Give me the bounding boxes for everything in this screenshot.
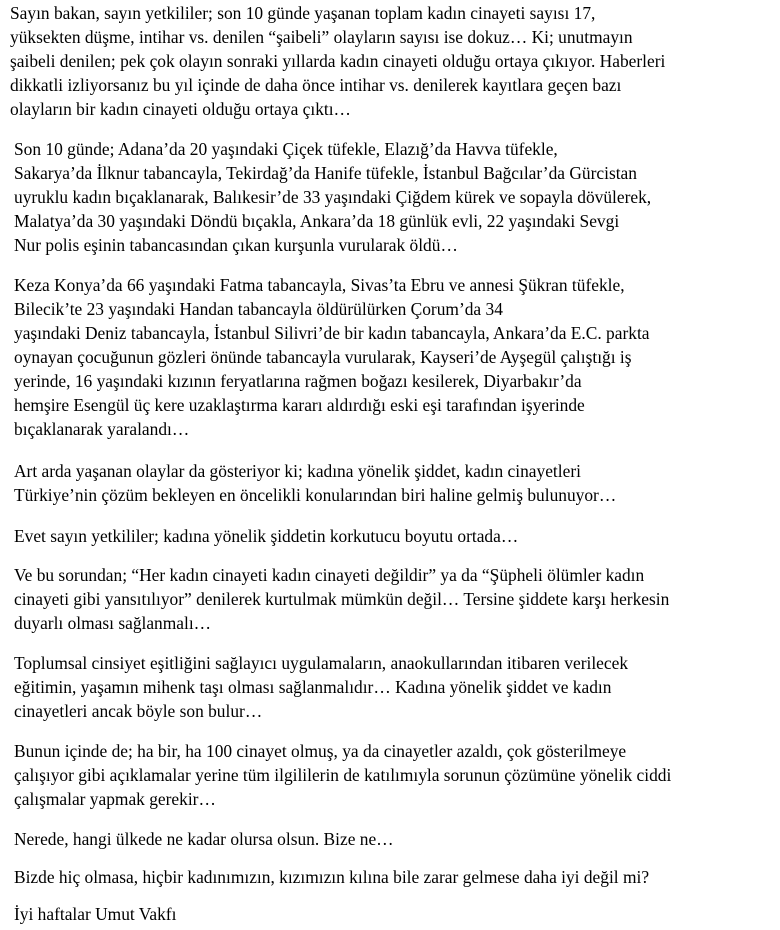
text-line: Bizde hiç olmasa, hiçbir kadınımızın, kızımızın kılına bile zarar gelmese daha iyi değil mi? (14, 867, 650, 887)
text-line: Evet sayın yetkililer; kadına yönelik şiddetin korkutucu boyutu ortada… (14, 526, 519, 546)
text-line: yüksekten düşme, intihar vs. denilen “şaibeli” olayların sayısı ise dokuz… Ki; unutmayın (10, 27, 633, 47)
text-line: yaşındaki Deniz tabancayla, İstanbul Silivri’de bir kadın tabancayla, Ankara’da E.C. parkta (14, 323, 650, 343)
paragraph-cases (10, 273, 780, 441)
text-line: Malatya’da 30 yaşındaki Döndü bıçakla, Ankara’da 18 günlük evli, 22 yaşındaki Sevgi (14, 211, 620, 231)
text-line: Nur polis eşinin tabancasından çıkan kurşunla vurularak öldü… (14, 235, 458, 255)
paragraph-serious-work (10, 739, 780, 811)
text-line: olayların bir kadın cinayeti olduğu ortaya çıktı… (10, 99, 351, 119)
text-line: Toplumsal cinsiyet eşitliğini sağlayıcı uygulamaların, anaokullarından itibaren verilecek (14, 653, 629, 673)
text-line: İyi haftalar Umut Vakfı (14, 904, 177, 924)
text-line: Türkiye’nin çözüm bekleyen en öncelikli konularından biri haline gelmiş bulunuyor… (14, 485, 617, 505)
text-line: Sakarya’da İlknur tabancayla, Tekirdağ’da Hanife tüfekle, İstanbul Bağcılar’da Gürcistan (14, 163, 637, 183)
paragraph-gender-equality (10, 651, 780, 723)
text-line: çalışmalar yapmak gerekir… (14, 789, 216, 809)
text-line: Keza Konya’da 66 yaşındaki Fatma tabancayla, Sivas’ta Ebru ve annesi Şükran tüfekle, (14, 275, 625, 295)
paragraph-question (10, 865, 780, 889)
text-line: Nerede, hangi ülkede ne kadar olursa olsun. Bize ne… (14, 829, 394, 849)
text-line: Ve bu sorundan; “Her kadın cinayeti kadın cinayeti değildir” ya da “Şüpheli ölümler kadın (14, 565, 645, 585)
text-line: eğitimin, yaşamın mihenk taşı olması sağlanmalıdır… Kadına yönelik şiddet ve kadın (14, 677, 612, 697)
text-line: bıçaklanarak yaralandı… (14, 419, 190, 439)
text-line: hemşire Esengül üç kere uzaklaştırma kararı aldırdığı eski eşi tarafından işyerinde (14, 395, 585, 415)
paragraph-not-avoidable (10, 563, 780, 635)
text-line: Sayın bakan, sayın yetkililer; son 10 günde yaşanan toplam kadın cinayeti sayısı 17, (10, 3, 596, 23)
text-line: uyruklu kadın bıçaklanarak, Balıkesir’de 33 yaşındaki Çiğdem kürek ve sopayla dövülerek, (14, 187, 652, 207)
text-line: oynayan çocuğunun gözleri önünde tabancayla vurularak, Kayseri’de Ayşegül çalıştığı iş (14, 347, 632, 367)
paragraph-intro (10, 1, 778, 121)
text-line: çalışıyor gibi açıklamalar yerine tüm ilgililerin de katılımıyla sorunun çözümüne yönelik ciddi (14, 765, 672, 785)
text-line: yerinde, 16 yaşındaki kızının feryatlarına rağmen boğazı kesilerek, Diyarbakır’da (14, 371, 582, 391)
text-line: cinayeti gibi yansıtılıyor” denilerek kurtulmak mümkün değil… Tersine şiddete karşı herkesin (14, 589, 670, 609)
text-line: Bilecik’te 23 yaşındaki Handan tabancayla öldürülürken Çorum’da 34 (14, 299, 503, 319)
text-line: Son 10 günde; Adana’da 20 yaşındaki Çiçek tüfekle, Elazığ’da Havva tüfekle, (14, 139, 558, 159)
text-line: Bunun içinde de; ha bir, ha 100 cinayet olmuş, ya da cinayetler azaldı, çok gösterilmeye (14, 741, 627, 761)
paragraph-priority (10, 459, 780, 507)
text-line: cinayetleri ancak böyle son bulur… (14, 701, 263, 721)
paragraph-signature (10, 902, 780, 926)
text-line: Art arda yaşanan olaylar da gösteriyor ki; kadına yönelik şiddet, kadın cinayetleri (14, 461, 581, 481)
text-line: dikkatli izliyorsanız bu yıl içinde de daha önce intihar vs. denilerek kayıtlara geçen bazı (10, 75, 622, 95)
text-line: şaibeli denilen; pek çok olayın sonraki yıllarda kadın cinayeti olduğu ortaya çıkıyor. Haberleri (10, 51, 666, 71)
paragraph-officials (10, 524, 780, 548)
text-line: duyarlı olması sağlanmalı… (14, 613, 212, 633)
paragraph-wherever (10, 827, 780, 851)
paragraph-last-10-days (10, 137, 780, 257)
